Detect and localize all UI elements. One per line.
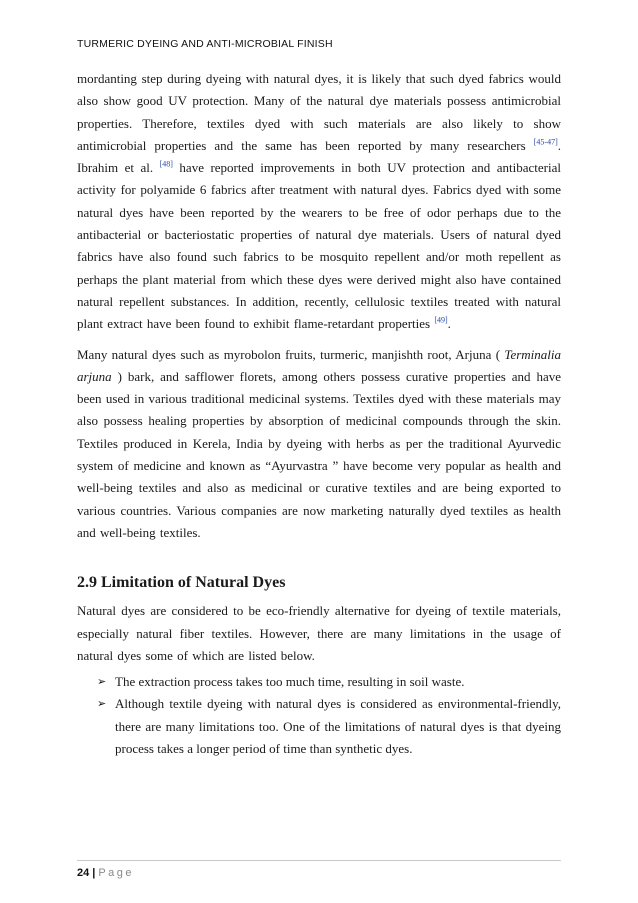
arrow-bullet-icon: ➢ — [97, 697, 107, 711]
paragraph-text: mordanting step during dyeing with natural dyes, it is likely that such dyed fabrics would also show good UV protection. Many of the natural dye materials possess antimicrobial properties. Therefore, textiles dyed with such materials are also likely to show antimicrobial properties and the same has been reported by many researchers — [77, 71, 561, 153]
section-heading: 2.9 Limitation of Natural Dyes — [77, 574, 286, 592]
species-name: Terminalia arjuna — [77, 346, 561, 384]
running-header: TURMERIC DYEING AND ANTI-MICROBIAL FINISH — [77, 38, 333, 50]
list-item-text: Although textile dyeing with natural dyes is considered as environmental-friendly, there are many limitations too. One of the limitations of natural dyes is that dyeing process takes a longer period of time than synthetic dyes. — [115, 696, 561, 757]
page-content — [77, 68, 561, 760]
citation-link-45-47[interactable]: [45-47] — [533, 137, 558, 147]
paragraph-text: Many natural dyes such as myrobolon fruits, turmeric, manjishth root, Arjuna ( — [77, 346, 505, 362]
paragraph-text: ) bark, and safflower florets, among others possess curative properties and have been used in various traditional medicinal systems. Textiles dyed with these materials may also possess healing properties by absorption of medicinal compounds through the skin. Textiles produced in Kerela, India by dyeing with herbs as per the traditional Ayurvedic system of medicine and known as “Ayurvastra ” have become very popular as health and well-being textiles and also as medicinal or curative textiles and are being exported to various countries. Various companies are now marketing naturally dyed textiles as health and well-being textiles. — [77, 368, 561, 540]
paragraph-text: have reported improvements in both UV protection and antibacterial activity for polyamide 6 fabrics after treatment with natural dyes. Fabrics dyed with some natural dyes have been reported by the wearers to be free of odor perhaps due to the antibacterial or bacteriostatic properties of natural dye materials. Users of natural dyed fabrics have also found such fabrics to be mosquito repellent and/or moth repellent as perhaps the plant material from which these dyes were derived might also have contained natural repellent substances. In addition, recently, cellulosic textiles treated with natural plant extract have been found to exhibit flame-retardant properties — [77, 160, 561, 332]
page-footer — [77, 860, 561, 879]
footer-separator: | — [92, 867, 96, 879]
citation-link-49[interactable]: [49] — [434, 315, 448, 325]
page-number: 24 — [77, 867, 90, 879]
paragraph-text: . — [447, 316, 451, 332]
citation-link-48[interactable]: [48] — [159, 159, 173, 169]
paragraph-curative — [77, 344, 561, 545]
list-item — [77, 671, 561, 693]
limitations-list — [77, 671, 561, 760]
paragraph-limitations-intro: Natural dyes are considered to be eco-friendly alternative for dyeing of textile materials, especially natural fiber textiles. However, there are many limitations in the usage of natural dyes some of which are listed below. — [77, 603, 561, 663]
arrow-bullet-icon: ➢ — [97, 675, 107, 689]
paragraph-antimicrobial — [77, 68, 561, 336]
paragraph-text: . Ibrahim et al. — [77, 137, 561, 176]
list-item — [77, 693, 561, 760]
list-item-text: The extraction process takes too much time, resulting in soil waste. — [115, 674, 465, 690]
page-label: Page — [98, 867, 135, 879]
